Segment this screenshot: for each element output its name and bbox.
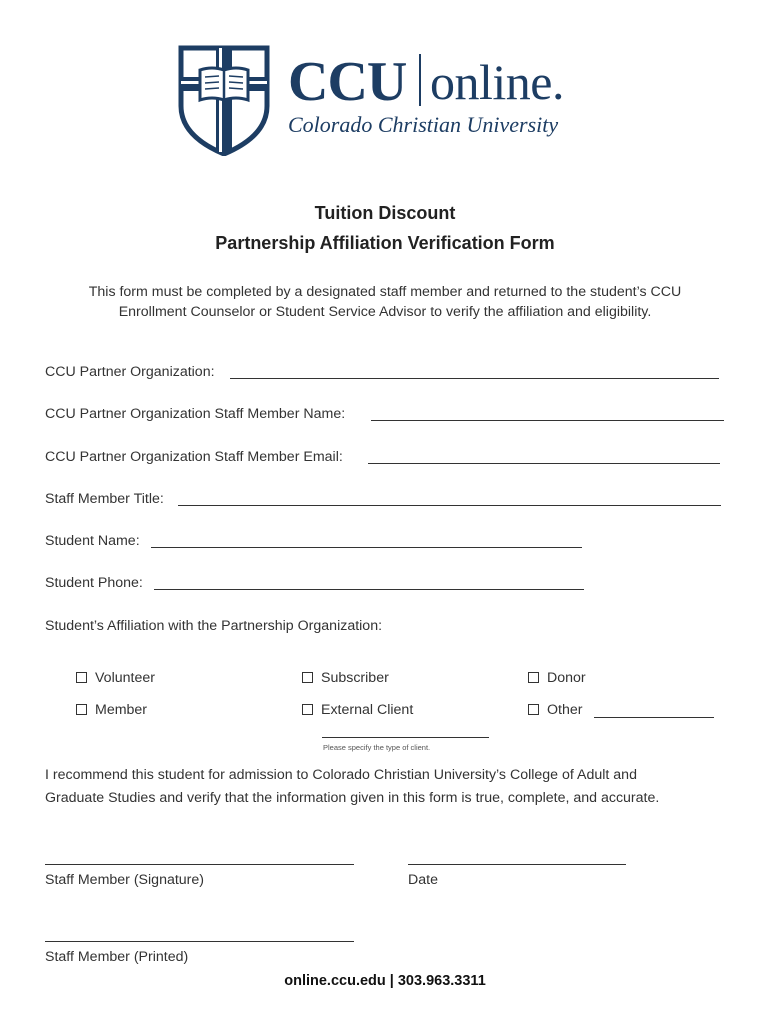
printed-name-label: Staff Member (Printed) bbox=[45, 949, 189, 965]
option-subscriber[interactable] bbox=[302, 670, 389, 686]
client-type-field[interactable] bbox=[322, 737, 489, 738]
staff-member-email-label: CCU Partner Organization Staff Member Email: bbox=[45, 449, 343, 465]
form-title-line2: Partnership Affiliation Verification Form bbox=[215, 233, 555, 253]
option-label: Member bbox=[95, 702, 148, 718]
logo-suffix-text: online. bbox=[430, 54, 564, 110]
client-type-note: Please specify the type of client. bbox=[323, 743, 431, 752]
option-label: Donor bbox=[547, 670, 586, 686]
option-label: Other bbox=[547, 702, 583, 718]
option-other[interactable] bbox=[528, 702, 582, 718]
logo-university-name: Colorado Christian University bbox=[288, 112, 559, 137]
other-specify-field[interactable] bbox=[594, 717, 714, 718]
student-name-field[interactable] bbox=[151, 547, 582, 548]
option-volunteer[interactable] bbox=[76, 670, 155, 686]
ccu-online-logo bbox=[178, 44, 598, 159]
recommend-line-1: I recommend this student for admission to Colorado Christian University’s College of Adult and bbox=[45, 767, 637, 783]
staff-member-title-label: Staff Member Title: bbox=[45, 491, 164, 507]
staff-member-name-label: CCU Partner Organization Staff Member Name: bbox=[45, 406, 346, 422]
date-label: Date bbox=[408, 872, 438, 888]
checkbox-icon[interactable] bbox=[528, 672, 539, 683]
intro-line-1: This form must be completed by a designated staff member and returned to the student’s CCU bbox=[88, 284, 682, 300]
partner-organization-field[interactable] bbox=[230, 378, 719, 379]
form-title-line1: Tuition Discount bbox=[314, 203, 456, 223]
option-label: External Client bbox=[321, 702, 414, 718]
recommendation-statement bbox=[45, 764, 735, 810]
student-phone-label: Student Phone: bbox=[45, 575, 143, 591]
signature-label: Staff Member (Signature) bbox=[45, 872, 205, 888]
affiliation-label: Student’s Affiliation with the Partnership Organization: bbox=[45, 618, 383, 634]
option-external-client[interactable] bbox=[302, 702, 413, 718]
signature-field[interactable] bbox=[45, 864, 354, 865]
checkbox-icon[interactable] bbox=[302, 704, 313, 715]
option-label: Subscriber bbox=[321, 670, 389, 686]
footer-contact: online.ccu.edu | 303.963.3311 bbox=[284, 973, 486, 989]
option-donor[interactable] bbox=[528, 670, 586, 686]
form-intro bbox=[40, 282, 730, 322]
option-member[interactable] bbox=[76, 702, 147, 718]
recommend-line-2: Graduate Studies and verify that the information given in this form is true, complete, and accurate. bbox=[45, 790, 660, 806]
partner-organization-label: CCU Partner Organization: bbox=[45, 364, 215, 380]
printed-name-field[interactable] bbox=[45, 941, 354, 942]
checkbox-icon[interactable] bbox=[528, 704, 539, 715]
logo-divider bbox=[419, 54, 421, 106]
checkbox-icon[interactable] bbox=[76, 704, 87, 715]
intro-line-2: Enrollment Counselor or Student Service Advisor to verify the affiliation and eligibility. bbox=[118, 304, 652, 320]
date-field[interactable] bbox=[408, 864, 626, 865]
student-phone-field[interactable] bbox=[154, 589, 584, 590]
option-label: Volunteer bbox=[95, 670, 155, 686]
staff-member-email-field[interactable] bbox=[368, 463, 720, 464]
checkbox-icon[interactable] bbox=[76, 672, 87, 683]
logo-brand-text: CCU bbox=[288, 51, 407, 113]
staff-member-title-field[interactable] bbox=[178, 505, 721, 506]
shield-open-book-icon bbox=[178, 44, 270, 156]
checkbox-icon[interactable] bbox=[302, 672, 313, 683]
staff-member-name-field[interactable] bbox=[371, 420, 724, 421]
student-name-label: Student Name: bbox=[45, 533, 140, 549]
